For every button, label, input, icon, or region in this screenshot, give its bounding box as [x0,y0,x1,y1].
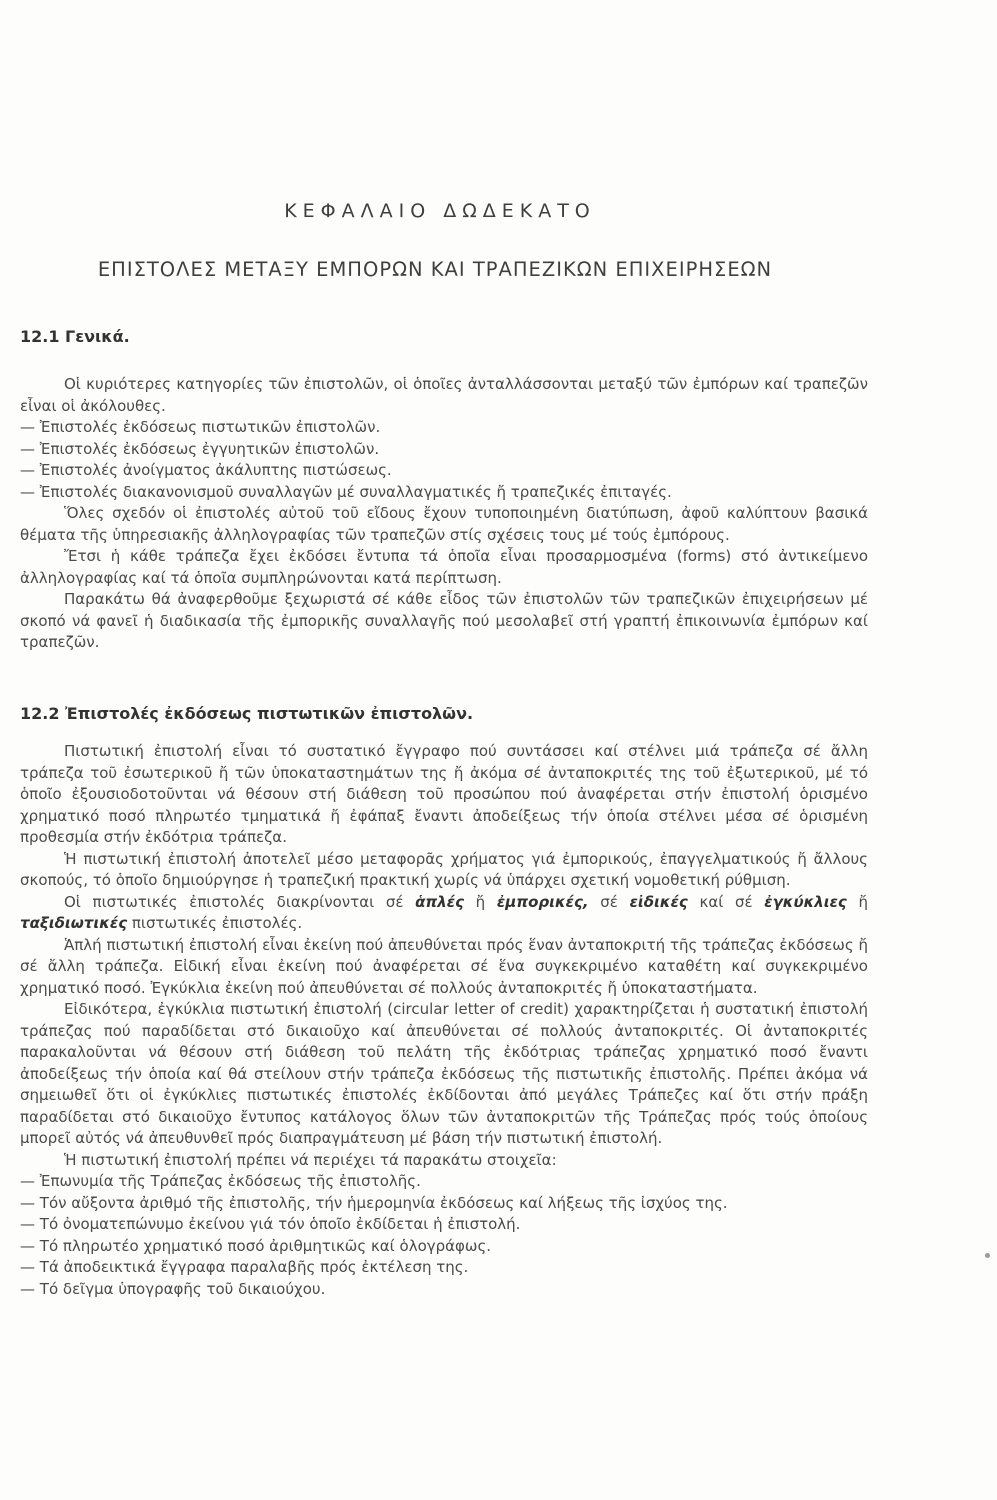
emphasis-term: ταξιδιωτικές [20,914,128,932]
list-item: — Τό πληρωτέο χρηματικό ποσό ἀριθμητικῶς καί ὁλογράφως. [20,1236,868,1258]
paragraph: Ἔτσι ἡ κάθε τράπεζα ἔχει ἐκδόσει ἔντυπα τά ὁποῖα εἶναι προσαρμοσμένα (forms) στό ἀντικείμενο ἀλληλογραφίας καί τά ὁποῖα συμπληρώνονται κατά περίπτωση. [20,547,868,587]
paragraph [20,892,868,935]
paragraph: Εἰδικότερα, ἐγκύκλια πιστωτική ἐπιστολή (circular letter of credit) χαρακτηρίζεται ἡ συστατική ἐπιστολή τράπεζας πού παραδίδεται στό δικαιοῦχο καί ἀπευθύνεται σέ πολλούς ἀνταποκριτές. Οἱ ἀνταποκριτές παρακαλοῦνται νά θέσουν στή διάθεση τοῦ πελάτη τῆς ἐκδότριας τράπεζας χρηματικό ποσό ἔναντι ἀποδείξεως τήν ὁποία καί θά στείλουν στήν τράπεζα ἐκδόσεως τῆς πιστωτικῆς ἐπιστολῆς. Πρέπει ἀκόμα νά σημειωθεῖ ὅτι οἱ ἐγκύκλιες πιστωτικές ἐπιστολές ἐκδίδονται ἀπό μεγάλες Τράπεζες καί ὅτι στήν πράξη παραδίδεται στό δικαιοῦχο ἔντυπος κατάλογος ὅλων τῶν ἀνταποκριτῶν τῆς Τράπεζας πρός τούς ὁποίους μπορεῖ αὐτός νά ἀπευθυνθεῖ πρός διαπραγμάτευση μέ βάση τήν πιστωτική ἐπιστολή. [20,1000,868,1147]
text-run: καί σέ [687,892,765,911]
section-12-2-body [20,741,868,1300]
section-12-1-body [20,374,868,654]
text-run: ἤ [464,892,497,911]
list-item: — Ἐπιστολές διακανονισμοῦ συναλλαγῶν μέ συναλλαγματικές ἤ τραπεζικές ἐπιταγές. [20,482,868,504]
list-item: — Τό δεῖγμα ὑπογραφῆς τοῦ δικαιούχου. [20,1279,868,1301]
section-heading-12-2: 12.2 Ἐπιστολές ἐκδόσεως πιστωτικῶν ἐπιστολῶν. [20,704,474,723]
scan-speck [985,1253,990,1258]
emphasis-term: ἁπλές [415,892,465,911]
list-item: — Τό ὀνοματεπώνυμο ἐκείνου γιά τόν ὁποῖο ἐκδίδεται ἡ ἐπιστολή. [20,1214,868,1236]
text-run: πιστωτικές ἐπιστολές. [127,914,303,932]
paragraph: Οἱ κυριότερες κατηγορίες τῶν ἐπιστολῶν, οἱ ὁποῖες ἀνταλλάσσονται μεταξύ τῶν ἐμπόρων καί τραπεζῶν εἶναι οἱ ἀκόλουθες. [20,375,868,415]
emphasis-term: εἰδικές [629,892,688,911]
text-run: ἤ [846,892,868,911]
paragraph: Παρακάτω θά ἀναφερθοῦμε ξεχωριστά σέ κάθε εἶδος τῶν ἐπιστολῶν τῶν τραπεζικῶν ἐπιχειρήσεων μέ σκοπό νά φανεῖ ἡ διαδικασία τῆς ἐμπορικῆς συναλλαγῆς πού μεσολαβεῖ στή γραπτή ἐπικοινωνία ἐμπόρων καί τραπεζῶν. [20,590,868,651]
list-item: — Ἐπιστολές ἀνοίγματος ἀκάλυπτης πιστώσεως. [20,460,868,482]
text-run: Οἱ πιστωτικές ἐπιστολές διακρίνονται σέ [64,892,416,911]
text-run: σέ [588,892,630,911]
chapter-heading: ΚΕΦΑΛΑΙΟ ΔΩΔΕΚΑΤΟ [284,200,596,222]
paragraph: Ἡ πιστωτική ἐπιστολή ἀποτελεῖ μέσο μεταφορᾶς χρήματος γιά ἐμπορικούς, ἐπαγγελματικούς ἤ ἄλλους σκοπούς, τό ὁποῖο δημιούργησε ἡ τραπεζική πρακτική χωρίς νά ὑπάρχει σχετική νομοθετική ρύθμιση. [20,849,868,889]
list-item: — Ἐπιστολές ἐκδόσεως ἐγγυητικῶν ἐπιστολῶν. [20,439,868,461]
paragraph: Ἁπλή πιστωτική ἐπιστολή εἶναι ἐκείνη πού ἀπευθύνεται πρός ἕναν ἀνταποκριτή τῆς τράπεζας ἐκδόσεως ἤ σέ ἄλλη τράπεζα. Εἰδική εἶναι ἐκείνη πού ἀναφέρεται σέ ἕνα συγκεκριμένο καταθέτη καί συγκεκριμένο χρηματικό ποσό. Ἐγκύκλια ἐκείνη πού ἀπευθύνεται σέ πολλούς ἀνταποκριτές ἤ ὑποκαταστήματα. [20,935,868,997]
chapter-title: ΕΠΙΣΤΟΛΕΣ ΜΕΤΑΞΥ ΕΜΠΟΡΩΝ ΚΑΙ ΤΡΑΠΕΖΙΚΩΝ ΕΠΙΧΕΙΡΗΣΕΩΝ [97,258,773,281]
section-heading-12-1: 12.1 Γενικά. [20,327,130,346]
emphasis-term: ἐγκύκλιες [764,892,847,911]
paragraph: Ὅλες σχεδόν οἱ ἐπιστολές αὐτοῦ τοῦ εἴδους ἔχουν τυποποιημένη διατύπωση, ἀφοῦ καλύπτουν βασικά θέματα τῆς ὑπηρεσιακῆς ἀλληλογραφίας τῶν τραπεζῶν στίς σχέσεις τους μέ τούς ἐμπόρους. [20,504,868,544]
emphasis-term: ἐμπορικές, [496,892,589,911]
list-item: — Ἐπιστολές ἐκδόσεως πιστωτικῶν ἐπιστολῶν. [20,417,868,439]
paragraph: Πιστωτική ἐπιστολή εἶναι τό συστατικό ἔγγραφο πού συντάσσει καί στέλνει μιά τράπεζα σέ ἄλλη τράπεζα τοῦ ἐσωτερικοῦ ἤ τῶν ὑποκαταστημάτων της ἤ ἀκόμα σέ ἀνταποκριτές της τοῦ ἐξωτερικοῦ, μέ τό ὁποῖο ἐξουσιοδοτοῦνται νά θέσουν στή διάθεση τοῦ προσώπου πού ἀναφέρεται στήν ἐπιστολή ὁρισμένο χρηματικό ποσό πληρωτέο τμηματικά ἤ ἐφάπαξ ἔναντι ἀποδείξεως τήν ὁποία στέλνει μέσα σέ ὁρισμένη προθεσμία στήν ἐκδότρια τράπεζα. [20,742,868,846]
list-item: — Τόν αὔξοντα ἀριθμό τῆς ἐπιστολῆς, τήν ἡμερομηνία ἐκδόσεως καί λήξεως τῆς ἰσχύος της. [20,1193,868,1215]
list-item: — Τά ἀποδεικτικά ἔγγραφα παραλαβῆς πρός ἐκτέλεση της. [20,1257,868,1279]
paragraph: Ἡ πιστωτική ἐπιστολή πρέπει νά περιέχει τά παρακάτω στοιχεῖα: [64,1150,557,1169]
list-item: — Ἐπωνυμία τῆς Τράπεζας ἐκδόσεως τῆς ἐπιστολῆς. [20,1171,868,1193]
